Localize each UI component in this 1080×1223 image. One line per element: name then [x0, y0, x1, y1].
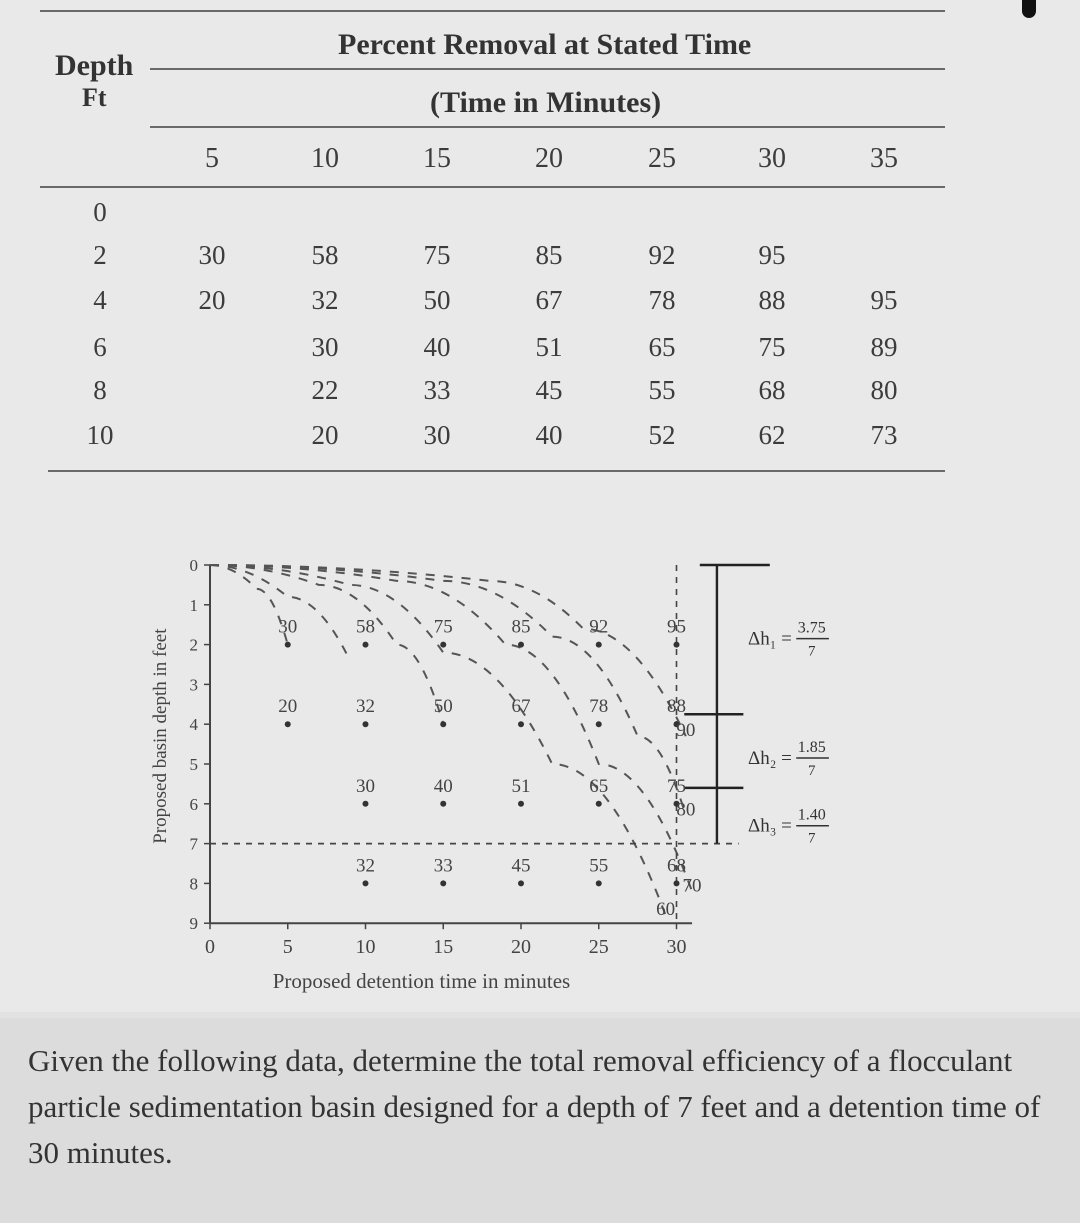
- table-cell: 45: [535, 375, 563, 405]
- data-point-label: 32: [356, 696, 375, 718]
- data-point-label: 20: [278, 696, 298, 718]
- data-point-label: 88: [667, 696, 686, 718]
- data-point: [518, 880, 524, 886]
- data-point-label: 68: [667, 855, 686, 877]
- time-header-cell: 35: [870, 143, 898, 174]
- data-point-label: 75: [433, 616, 453, 638]
- delta-h-numerator: 1.40: [797, 806, 826, 824]
- depth-cell: 2: [93, 240, 107, 270]
- table-title: Percent Removal at Stated Time: [338, 28, 752, 61]
- data-point: [596, 721, 602, 727]
- delta-h-denominator: 7: [808, 643, 816, 660]
- data-point-label: 65: [589, 775, 609, 797]
- depth-cell: 6: [93, 332, 107, 362]
- iso-curve-label: 70: [682, 875, 702, 897]
- data-point-label: 75: [667, 775, 686, 797]
- data-point-label: 40: [433, 775, 453, 797]
- table-cell: 85: [535, 240, 563, 270]
- table-cell: 22: [311, 375, 339, 405]
- depth-cell: 8: [93, 375, 107, 405]
- table-cell: 92: [648, 240, 676, 270]
- table-cell: 40: [535, 420, 563, 450]
- table-cell: 89: [870, 332, 898, 362]
- delta-h-label: Δh₂ =: [748, 748, 792, 770]
- table-cell: 51: [535, 332, 563, 362]
- time-header-cell: 5: [205, 143, 219, 174]
- question-text: Given the following data, determine the total removal efficiency of a flocculant particle sedimentation basin designed for a depth of 7 feet and a detention time of 30 minutes.: [28, 1043, 1041, 1170]
- data-point: [440, 642, 446, 648]
- data-point-label: 30: [278, 616, 298, 638]
- data-point: [440, 880, 446, 886]
- table-cell: 73: [870, 420, 898, 450]
- data-point: [596, 880, 602, 886]
- data-point-label: 45: [511, 855, 531, 877]
- table-cell: 62: [758, 420, 786, 450]
- iso-curve-label: 60: [656, 899, 676, 921]
- time-header-cell: 30: [758, 143, 786, 174]
- y-tick-label: 2: [189, 635, 198, 655]
- x-tick-label: 15: [433, 936, 454, 959]
- table-cell: 52: [648, 420, 676, 450]
- table-cell: 20: [198, 285, 226, 315]
- iso-curve-label: 90: [676, 720, 696, 742]
- table-cell: 78: [648, 285, 676, 315]
- depth-header: [55, 50, 145, 114]
- data-point: [363, 880, 369, 886]
- settling-column-chart: [0, 540, 1080, 1000]
- table-title-rule: [150, 68, 945, 70]
- table-cell: 40: [423, 332, 451, 362]
- data-point: [674, 880, 680, 886]
- delta-h-denominator: 7: [808, 830, 816, 847]
- x-tick-label: 25: [588, 936, 609, 959]
- depth-header-line2: Ft: [82, 83, 107, 112]
- table-cell: 33: [423, 375, 451, 405]
- table-cell: 68: [758, 375, 786, 405]
- data-point: [440, 721, 446, 727]
- delta-h-numerator: 1.85: [797, 739, 826, 757]
- table-cell: 88: [758, 285, 786, 315]
- data-point-label: 33: [433, 855, 453, 877]
- data-point-label: 78: [589, 696, 609, 718]
- x-tick-label: 5: [282, 936, 293, 959]
- depth-cell: 10: [86, 420, 114, 450]
- delta-h-label: Δh₁ =: [748, 628, 792, 650]
- data-point: [440, 801, 446, 807]
- data-point: [363, 642, 369, 648]
- x-tick-label: 20: [511, 936, 531, 959]
- table-cell: 95: [758, 240, 786, 270]
- delta-h-denominator: 7: [808, 763, 816, 780]
- data-point-label: 92: [589, 616, 609, 638]
- data-point-label: 58: [356, 616, 375, 638]
- table-cell: 30: [311, 332, 339, 362]
- data-point-label: 30: [356, 775, 375, 797]
- iso-curve: [210, 565, 443, 724]
- y-tick-label: 3: [189, 675, 198, 695]
- data-point: [285, 642, 291, 648]
- data-point-label: 55: [589, 855, 609, 877]
- y-tick-label: 9: [189, 914, 198, 934]
- data-point: [285, 721, 291, 727]
- data-point: [518, 721, 524, 727]
- iso-curve: [210, 565, 692, 891]
- table-subtitle: (Time in Minutes): [430, 86, 662, 119]
- table-cell: 32: [311, 285, 339, 315]
- y-tick-label: 0: [189, 556, 198, 575]
- data-point-label: 50: [433, 696, 453, 718]
- data-point-label: 95: [667, 616, 686, 638]
- data-point-label: 67: [511, 696, 531, 718]
- table-subtitle-rule: [150, 126, 945, 128]
- data-point: [363, 801, 369, 807]
- data-points: [278, 617, 701, 921]
- x-tick-label: 0: [205, 936, 215, 959]
- table-bottom-rule: [48, 470, 945, 472]
- depth-cell: 4: [93, 285, 107, 315]
- x-axis-label: Proposed detention time in minutes: [272, 969, 571, 994]
- table-cell: 75: [423, 240, 451, 270]
- iso-curve: [210, 565, 350, 661]
- pen-mark: [1022, 0, 1036, 18]
- y-tick-label: 4: [189, 715, 198, 735]
- delta-h-numerator: 3.75: [797, 619, 826, 637]
- y-tick-label: 1: [189, 595, 198, 615]
- data-point-label: 32: [356, 855, 375, 877]
- y-axis-label: Proposed basin depth in feet: [150, 628, 171, 844]
- iso-curve: [210, 565, 288, 645]
- time-header-cell: 15: [423, 143, 451, 174]
- table-cell: 20: [311, 420, 339, 450]
- table-cell: 67: [535, 285, 563, 315]
- table-cell: 55: [648, 375, 676, 405]
- y-tick-label: 6: [189, 794, 198, 814]
- depth-cell: 0: [93, 197, 107, 227]
- iso-curve-label: 80: [676, 799, 696, 821]
- y-tick-label: 8: [189, 874, 198, 894]
- data-point: [674, 642, 680, 648]
- depth-header-line1: Depth: [55, 49, 134, 82]
- x-tick-label: 10: [355, 936, 376, 959]
- table-cell: 95: [870, 285, 898, 315]
- time-header-cell: 10: [311, 143, 339, 174]
- time-header-cell: 25: [648, 143, 676, 174]
- y-tick-label: 5: [189, 755, 198, 774]
- y-tick-label: 7: [189, 834, 198, 854]
- table-cell: 30: [423, 420, 451, 450]
- table-cell: 80: [870, 375, 898, 405]
- data-point: [518, 642, 524, 648]
- data-point-label: 51: [511, 775, 531, 797]
- table-cell: 58: [311, 240, 339, 270]
- data-point: [363, 721, 369, 727]
- time-header-cell: 20: [535, 143, 563, 174]
- table-header-rule: [40, 186, 945, 188]
- chart-axes: [150, 556, 692, 993]
- table-cell: 75: [758, 332, 786, 362]
- delta-h-label: Δh₃ =: [748, 815, 792, 837]
- table-cell: 30: [198, 240, 226, 270]
- table-top-rule: [40, 10, 945, 12]
- data-point-label: 85: [511, 616, 531, 638]
- data-point: [518, 801, 524, 807]
- table-cell: 65: [648, 332, 676, 362]
- x-tick-label: 30: [666, 936, 687, 959]
- delta-h-annotations: [748, 620, 829, 847]
- data-point: [596, 642, 602, 648]
- table-cell: 50: [423, 285, 451, 315]
- data-point: [596, 801, 602, 807]
